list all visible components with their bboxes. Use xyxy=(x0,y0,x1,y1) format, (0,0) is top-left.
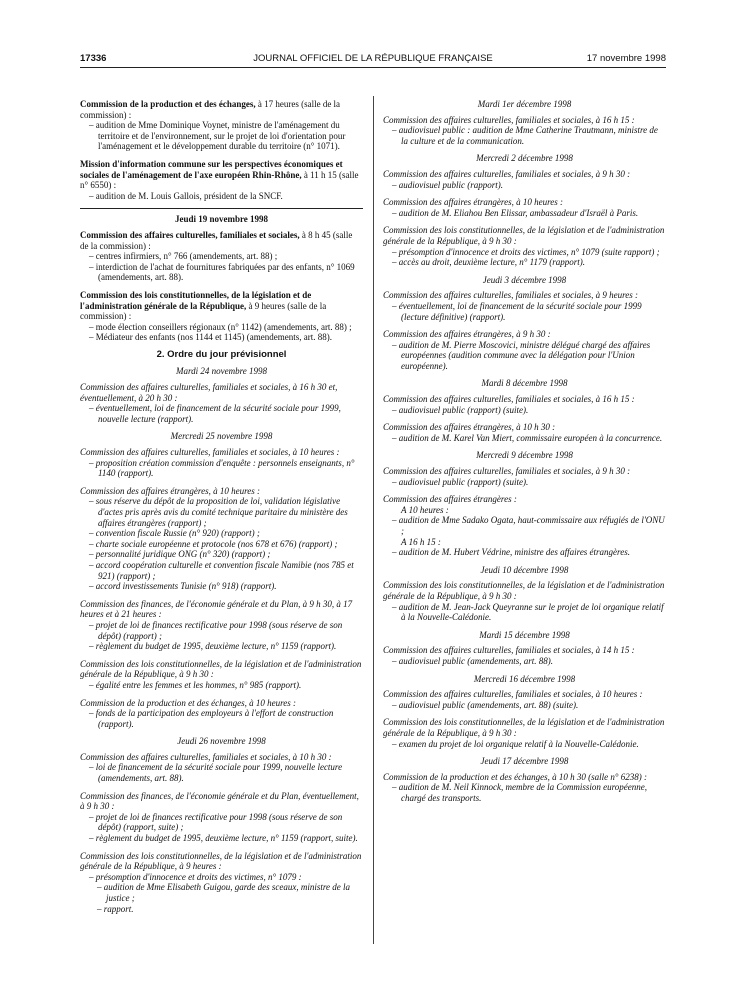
date-heading: Mardi 1er décembre 1998 xyxy=(477,99,572,109)
entry-heading: Commission des lois constitutionnelles, de la législation et de l'administration générale de la République, à 9 h 30 : xyxy=(383,717,665,738)
page-header xyxy=(80,53,666,68)
entry-heading: Commission des affaires culturelles, familiales et sociales, à 16 h 15 : xyxy=(383,394,635,405)
entry-heading: Commission des affaires culturelles, familiales et sociales, à 10 heures : xyxy=(383,689,643,700)
date-heading: Jeudi 17 décembre 1998 xyxy=(480,756,569,767)
entry-heading: Commission des lois constitutionnelles, de la législation et de l'administration générale de la République, à 9 h 30 : xyxy=(80,658,362,680)
entry-time: à 17 heures (salle de la commission) : xyxy=(80,99,341,120)
agenda-entry xyxy=(80,659,363,691)
entry-time: à 9 heures (salle de la commission) : xyxy=(80,300,327,322)
entry-item: – règlement du budget de 1995, deuxième lecture, n° 1159 (rapport, suite). xyxy=(89,833,358,844)
entry-item: – présomption d'innocence et droits des victimes, n° 1079 : xyxy=(89,871,302,882)
agenda-entry xyxy=(383,329,666,371)
agenda-entry xyxy=(80,230,363,283)
section-heading: 2. Ordre du jour prévisionnel xyxy=(156,348,287,360)
entry-item: – fonds de la participation des employeurs à l'effort de construction (rapport). xyxy=(89,708,334,729)
entry-heading xyxy=(80,290,363,322)
commission-name: Mission d'information commune sur les perspectives économiques et sociales de l'aménagement de l'axe européen Rhin-Rhône, xyxy=(80,158,343,180)
agenda-entry xyxy=(80,159,363,201)
agenda-entry xyxy=(383,169,666,190)
entry-item: – accord coopération culturelle et convention fiscale Namibie (nos 785 et 921) (rapport) ; xyxy=(89,559,354,581)
agenda-entry xyxy=(383,225,666,267)
agenda-entry xyxy=(383,494,666,558)
entry-heading xyxy=(80,230,363,251)
entry-heading: Commission des affaires étrangères, à 10 heures : xyxy=(80,485,260,496)
date-heading: Jeudi 10 décembre 1998 xyxy=(480,564,569,575)
commission-name: Commission de la production et des échanges, xyxy=(80,99,256,109)
date-heading: Jeudi 19 novembre 1998 xyxy=(174,214,269,225)
entry-item: – éventuellement, loi de financement de la sécurité sociale pour 1999, nouvelle lecture (rapport). xyxy=(89,403,341,424)
entry-heading: Commission des affaires culturelles, familiales et sociales, à 14 h 15 : xyxy=(383,645,635,656)
entry-heading: Commission des affaires culturelles, familiales et sociales, à 10 heures : xyxy=(80,447,340,458)
entry-item: – audition de M. Hubert Védrine, ministre des affaires étrangères. xyxy=(392,547,630,558)
date-heading: Mardi 8 décembre 1998 xyxy=(481,378,568,389)
agenda-entry xyxy=(80,486,363,592)
entry-item: – audiovisuel public (amendements, art. 88) (suite). xyxy=(392,699,579,710)
entry-heading: Commission des affaires culturelles, familiales et sociales, à 10 h 30 : xyxy=(80,751,332,762)
entry-heading: Commission des finances, de l'économie générale et du Plan, à 9 h 30, à 17 heures et à 21 heures : xyxy=(80,598,353,620)
entry-item: – proposition création commission d'enquête : personnels enseignants, n° 1140 (rapport). xyxy=(89,457,355,479)
entry-heading: Commission des affaires étrangères, à 10 h 30 : xyxy=(383,422,556,433)
agenda-entry xyxy=(80,99,363,152)
agenda-entry xyxy=(383,422,666,443)
agenda-entry xyxy=(383,580,666,622)
entry-heading: Commission des affaires culturelles, familiales et sociales, à 9 heures : xyxy=(383,290,638,301)
entry-heading xyxy=(80,159,363,191)
separator-rule xyxy=(80,208,363,209)
entry-item: – accord investissements Tunisie (n° 918) (rapport). xyxy=(89,581,277,592)
entry-item: – interdiction de l'achat de fournitures fabriquées par des enfants, n° 1069 (amendements, art. 88). xyxy=(89,261,355,283)
date-heading: Mardi 15 décembre 1998 xyxy=(479,629,570,640)
entry-time: A 16 h 15 : xyxy=(401,536,441,547)
right-column xyxy=(383,99,666,810)
entry-heading: Commission de la production et des échanges, à 10 heures : xyxy=(80,697,297,708)
entry-time: à 8 h 45 (salle de la commission) : xyxy=(80,229,353,251)
agenda-entry xyxy=(383,394,666,415)
entry-time: A 10 heures : xyxy=(401,504,449,515)
entry-item: – Médiateur des enfants (nos 1144 et 1145) (amendements, art. 88). xyxy=(89,332,333,343)
agenda-entry xyxy=(80,791,363,844)
entry-item: – audiovisuel public (rapport) (suite). xyxy=(392,476,529,487)
entry-heading: Commission des affaires étrangères, à 10 heures : xyxy=(383,197,563,208)
date-heading: Mardi 24 novembre 1998 xyxy=(175,366,268,377)
entry-item: – éventuellement, loi de financement de la sécurité sociale pour 1999 (lecture définitive) (rapport). xyxy=(392,300,642,322)
entry-item: – audiovisuel public (rapport) (suite). xyxy=(392,404,529,415)
entry-item: – égalité entre les femmes et les hommes, n° 985 (rapport). xyxy=(89,679,302,690)
entry-item: – présomption d'innocence et droits des victimes, n° 1079 (suite rapport) ; xyxy=(392,246,660,257)
entry-heading: Commission des finances, de l'économie générale et du Plan, éventuellement, à 9 h 30 : xyxy=(80,790,359,812)
agenda-entry xyxy=(80,698,363,730)
entry-heading: Commission des affaires culturelles, familiales et sociales, à 9 h 30 : xyxy=(383,168,631,179)
entry-item: – examen du projet de loi organique relatif à la Nouvelle-Calédonie. xyxy=(392,738,639,749)
agenda-entry xyxy=(383,290,666,322)
entry-item: – audition de M. Karel Van Miert, commissaire européen à la concurrence. xyxy=(392,432,663,443)
date-heading: Mercredi 2 décembre 1998 xyxy=(476,153,573,164)
agenda-entry xyxy=(80,447,363,479)
agenda-entry xyxy=(383,466,666,487)
agenda-entry xyxy=(383,645,666,666)
entry-item: – audiovisuel public (amendements, art. 88). xyxy=(392,655,553,666)
entry-heading: Commission des affaires étrangères : xyxy=(383,494,517,505)
entry-item: – audition de M. Eliahou Ben Elissar, ambassadeur d'Israël à Paris. xyxy=(392,207,639,218)
entry-heading: Commission des lois constitutionnelles, de la législation et de l'administration générale de la République, à 9 heures : xyxy=(80,850,362,872)
issue-date: 17 novembre 1998 xyxy=(586,53,666,64)
entry-item: – règlement du budget de 1995, deuxième lecture, n° 1159 (rapport). xyxy=(89,641,337,652)
entry-item: – audition de Mme Dominique Voynet, ministre de l'aménagement du territoire et de l'environnement, sur le projet de loi d'orientation pour l'aménagement et le développement durable du territoire (n° 1071). xyxy=(89,120,346,152)
agenda-entry xyxy=(383,197,666,218)
entry-heading: Commission de la production et des échanges, à 10 h 30 (salle n° 6238) : xyxy=(383,771,647,782)
agenda-entry xyxy=(383,772,666,804)
date-heading: Jeudi 3 décembre 1998 xyxy=(482,274,567,285)
agenda-entry xyxy=(80,752,363,784)
entry-item: – charte sociale européenne et protocole (nos 678 et 676) (rapport) ; xyxy=(89,538,338,549)
agenda-entry xyxy=(80,599,363,652)
entry-item: – accès au droit, deuxième lecture, n° 1179 (rapport). xyxy=(392,257,585,268)
entry-item: – audition de Mme Sadako Ogata, haut-commissaire aux réfugiés de l'ONU ; xyxy=(392,515,665,536)
entry-item: – convention fiscale Russie (n° 920) (rapport) ; xyxy=(89,528,260,539)
agenda-entry xyxy=(383,717,666,749)
date-heading: Mercredi 16 décembre 1998 xyxy=(473,673,576,684)
entry-item: – audition de M. Pierre Moscovici, ministre délégué chargé des affaires européennes (audition commune avec la délégation pour l'Union européenne). xyxy=(392,339,651,371)
entry-heading: Commission des lois constitutionnelles, de la législation et de l'administration générale de la République, à 9 h 30 : xyxy=(383,225,665,246)
entry-heading xyxy=(80,99,363,120)
entry-item: – personnalité juridique ONG (n° 320) (rapport) ; xyxy=(89,549,271,560)
agenda-entry xyxy=(383,689,666,710)
entry-item: – sous réserve du dépôt de la proposition de loi, validation législative d'actes pris après avis du comité technique paritaire du ministère des affaires étrangères (rapport) ; xyxy=(89,496,348,528)
page-number: 17336 xyxy=(80,53,107,64)
date-heading: Jeudi 26 novembre 1998 xyxy=(177,736,266,747)
entry-item: – audiovisuel public : audition de Mme Catherine Trautmann, ministre de la culture et de la communication. xyxy=(392,125,658,146)
entry-item: – projet de loi de finances rectificative pour 1998 (sous réserve de son dépôt) (rapport) ; xyxy=(89,619,343,641)
entry-time: à 11 h 15 (salle n° 6550) : xyxy=(80,169,359,191)
entry-item: – projet de loi de finances rectificative pour 1998 (sous réserve de son dépôt) (rapport, suite) ; xyxy=(89,811,343,833)
entry-heading: Commission des lois constitutionnelles, de la législation et de l'administration générale de la République, à 9 h 30 : xyxy=(383,580,665,601)
entry-heading: Commission des affaires culturelles, familiales et sociales, à 9 h 30 : xyxy=(383,466,631,477)
agenda-entry xyxy=(80,290,363,343)
agenda-entry xyxy=(80,851,363,915)
agenda-entry xyxy=(383,115,666,147)
left-column xyxy=(80,99,363,921)
entry-item: – audition de M. Neil Kinnock, membre de la Commission européenne, chargé des transports. xyxy=(392,782,648,803)
date-heading: Mercredi 25 novembre 1998 xyxy=(170,431,273,442)
agenda-entry xyxy=(80,382,363,424)
date-heading: Mercredi 9 décembre 1998 xyxy=(476,450,573,461)
entry-item: – audition de M. Jean-Jack Queyranne sur le projet de loi organique relatif à la Nouvelle-Calédonie. xyxy=(392,601,664,623)
entry-item: – audiovisuel public (rapport). xyxy=(392,179,503,190)
column-divider xyxy=(373,96,374,944)
commission-name: Commission des lois constitutionnelles, de la législation et de l'administration générale de la République, xyxy=(80,289,312,311)
entry-item: – audition de M. Louis Gallois, président de la SNCF. xyxy=(89,190,283,201)
entry-subitem: – audition de Mme Elisabeth Guigou, garde des sceaux, ministre de la justice ; xyxy=(97,882,351,903)
commission-name: Commission des affaires culturelles, familiales et sociales, xyxy=(80,229,300,240)
entry-heading: Commission des affaires étrangères, à 9 h 30 : xyxy=(383,329,551,340)
entry-item: – centres infirmiers, n° 766 (amendements, art. 88) ; xyxy=(89,251,278,262)
entry-subitem: – rapport. xyxy=(97,903,134,914)
entry-heading: Commission des affaires culturelles, familiales et sociales, à 16 h 15 : xyxy=(383,114,635,125)
entry-heading: Commission des affaires culturelles, familiales et sociales, à 16 h 30 et, éventuellement, à 20 h 30 : xyxy=(80,382,338,403)
entry-item: – mode élection conseillers régionaux (n° 1142) (amendements, art. 88) ; xyxy=(89,321,352,332)
journal-title: JOURNAL OFFICIEL DE LA RÉPUBLIQUE FRANÇAISE xyxy=(253,53,493,64)
entry-item: – loi de financement de la sécurité sociale pour 1999, nouvelle lecture (amendements, art. 88). xyxy=(89,762,343,784)
